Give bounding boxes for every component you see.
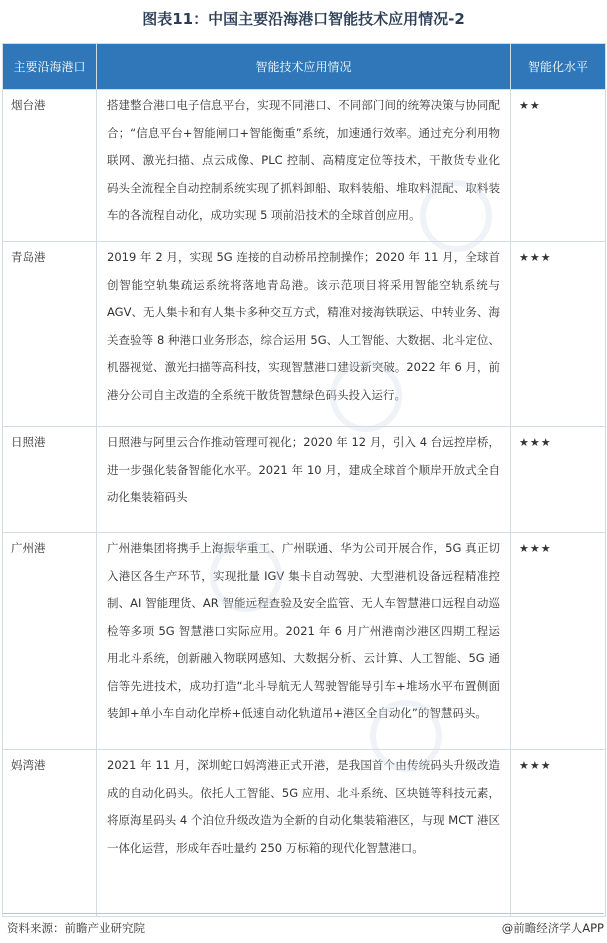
port-name: 日照港 [3, 427, 97, 533]
footer [3, 913, 604, 942]
port-technology-table [2, 43, 606, 917]
chart-title: 图表11：中国主要沿海港口智能技术应用情况-2 [142, 10, 465, 28]
brand-credit: @前瞻经济学人APP [501, 921, 604, 935]
intelligence-level: ★★★ [511, 533, 606, 750]
header-technology: 智能技术应用情况 [97, 44, 511, 90]
port-name: 烟台港 [3, 90, 97, 242]
source-note: 资料来源：前瞻产业研究院 [7, 921, 145, 935]
port-name: 妈湾港 [3, 750, 97, 917]
port-name: 青岛港 [3, 242, 97, 427]
watermark-logo [210, 540, 282, 612]
technology-description: 搭建整合港口电子信息平台，实现不同港口、不同部门间的统筹决策与协同配合；“信息平台+智能闸口+智能衡重”系统，加速通行效率。通过充分利用物联网、激光扫描、点云成像、PLC 控制、高精度定位等技术，干散货专业化码头全流程全自动控制系统实现了抓料卸船、取料装船、堆取料混配、取料装车的各流程自动化，成功实现 5 项前沿技术的全球首创应用。 [97, 90, 511, 242]
watermark-logo [370, 700, 442, 772]
intelligence-level: ★★★ [511, 427, 606, 533]
table-row [3, 533, 606, 750]
intelligence-level: ★★ [511, 90, 606, 242]
intelligence-level: ★★★ [511, 242, 606, 427]
technology-description: 2021 年 11 月，深圳蛇口妈湾港正式开港，是我国首个由传统码头升级改造成的自动化码头。依托人工智能、5G 应用、北斗系统、区块链等科技元素，将原海星码头 4 个泊位升级改造为全新的自动化集装箱港区，与现 MCT 港区一体化运营，形成年吞吐量约 250 万标箱的现代化智慧港口。 [97, 750, 511, 917]
header-port: 主要沿海港口 [3, 44, 97, 90]
intelligence-level: ★★★ [511, 750, 606, 917]
watermark-logo [420, 180, 492, 252]
technology-description: 广州港集团将携手上海振华重工、广州联通、华为公司开展合作，5G 真正切入港区各生产环节，实现批量 IGV 集卡自动驾驶、大型港机设备远程精准控制、AI 智能理货、AR 智能远程查验及安全监管、无人车智慧港口远程自动巡检等多项 5G 智慧港口实际应用。2021 年 6 月广州港南沙港区四期工程运用北斗系统，创新融入物联网感知、大数据分析、云计算、人工智能、5G 通信等先进技术，成功打造“北斗导航无人驾驶智能导引车+堆场水平布置侧面装卸+单小车自动化岸桥+低速自动化轨道吊+港区全自动化”的智慧码头。 [97, 533, 511, 750]
table-row [3, 242, 606, 427]
table-row [3, 90, 606, 242]
table-row [3, 750, 606, 917]
technology-description: 日照港与阿里云合作推动管理可视化；2020 年 12 月，引入 4 台远控岸桥，进一步强化装备智能化水平。2021 年 10 月，建成全球首个顺岸开放式全自动化集装箱码头 [97, 427, 511, 533]
watermark-logo [330, 360, 402, 432]
table-row [3, 427, 606, 533]
header-level: 智能化水平 [511, 44, 606, 90]
port-name: 广州港 [3, 533, 97, 750]
table-header-row [3, 44, 606, 90]
technology-description: 2019 年 2 月，实现 5G 连接的自动桥吊控制操作；2020 年 11 月，全球首创智能空轨集疏运系统将落地青岛港。该示范项目将采用智能空轨系统与 AGV、无人集卡和有人集卡多种交互方式，精准对接海铁联运、中转业务、海关查验等 8 种港口业务形态，综合运用 5G、人工智能、大数据、北斗定位、机器视觉、激光扫描等高科技，实现智慧港口建设新突破。2022 年 6 月，前港分公司自主改造的全系统干散货智慧绿色码头投入运行。 [97, 242, 511, 427]
